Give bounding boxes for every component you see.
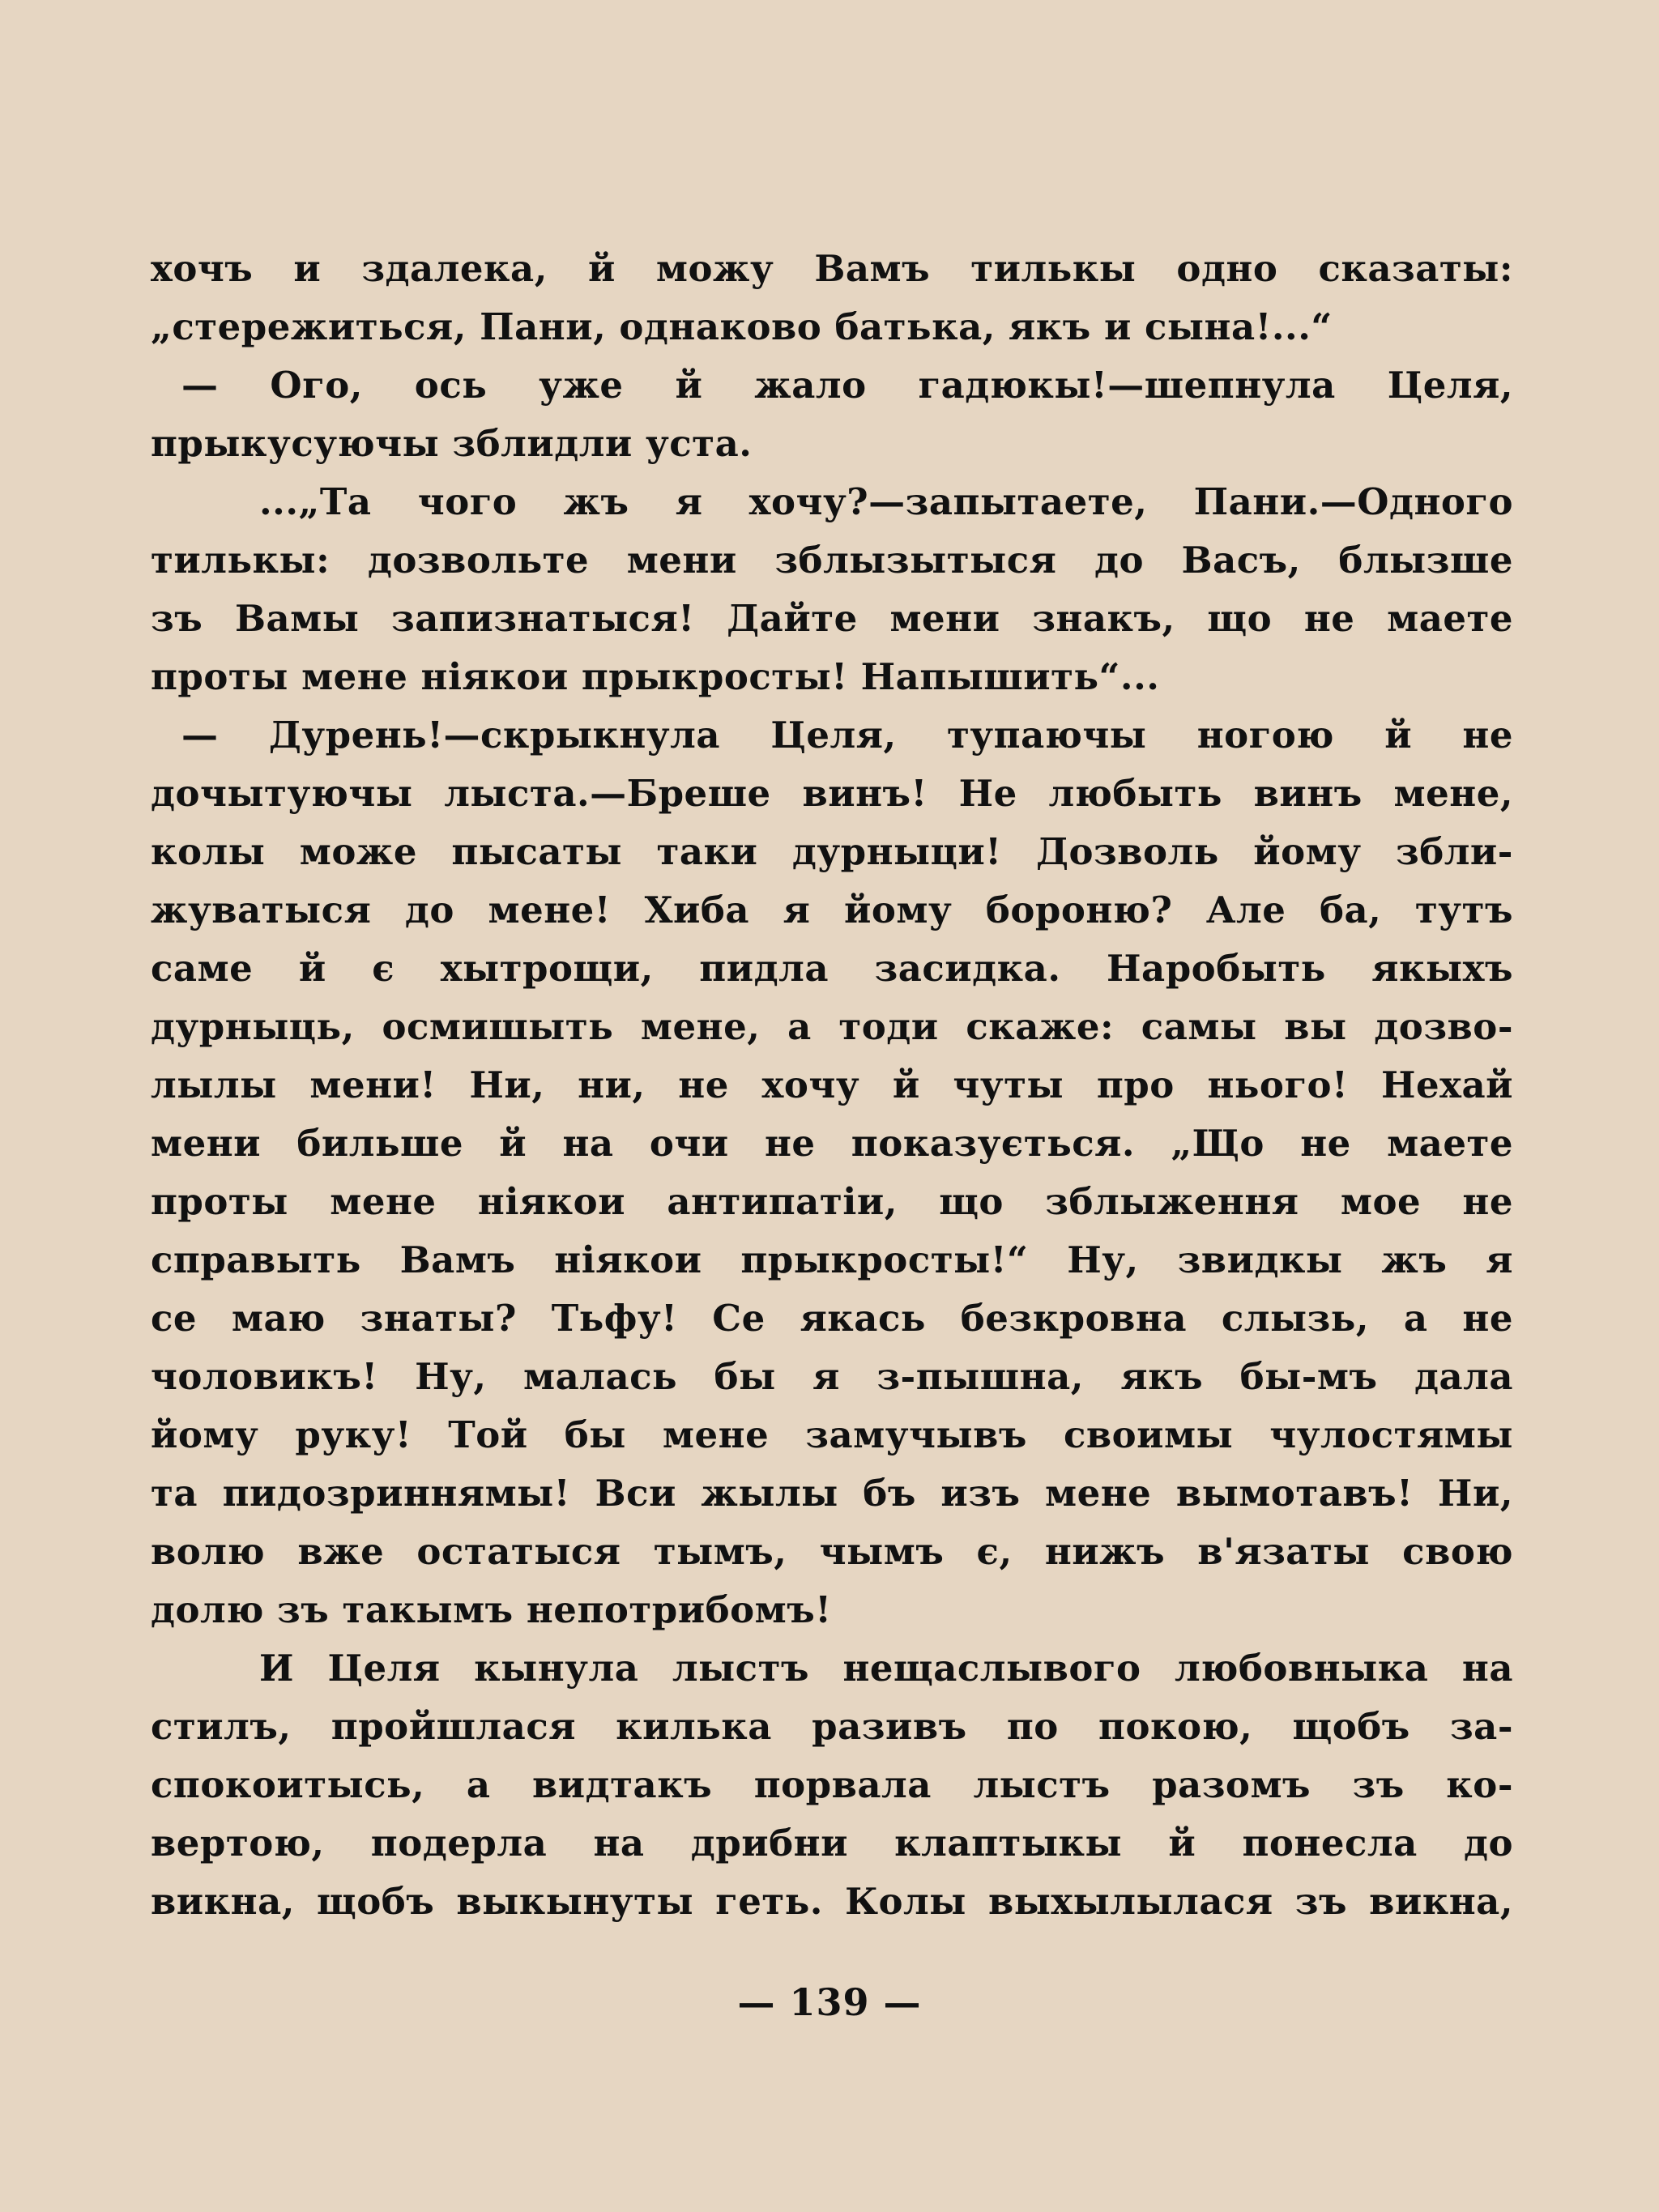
text-line: хочъ и здалека, й можу Вамъ тилькы одно сказаты: [151,247,1513,290]
text-line: зъ Вамы запизнатыся! Дайте мени знакъ, що не маете [151,597,1513,640]
text-line: „стережиться, Пани, однаково батька, якъ и сына!...“ [151,305,1333,348]
text-line: спокоитысь, а видтакъ порвала лыстъ разомъ зъ ко- [151,1763,1513,1806]
text-line: мени бильше й на очи не показується. „Що не маете [151,1122,1513,1165]
text-line: йому руку! Той бы мене замучывъ своимы чулостямы [151,1413,1513,1456]
text-line: се маю знаты? Тьфу! Се якась безкровна слызь, а не [151,1297,1513,1340]
text-line: проты мене ніякои прыкросты! Напышить“... [151,655,1160,698]
text-line: долю зъ такымъ непотрибомъ! [151,1588,832,1631]
body-text [151,240,1513,1931]
text-line: И Целя кынула лыстъ нещаслывого любовныка на [259,1647,1513,1690]
page-number: — 139 — [737,1980,922,2024]
text-line: справыть Вамъ ніякои прыкросты!“ Ну, звидкы жъ я [151,1238,1513,1281]
text-line: — Ого, ось уже й жало гадюкы!—шепнула Целя, [181,364,1513,407]
text-line: колы може пысаты таки дурныци! Дозволь йому збли- [151,830,1513,873]
text-line: стилъ, пройшлася килька разивъ по покою, щобъ за- [151,1705,1513,1748]
text-line: дочытуючы лыста.—Бреше винъ! Не любыть винъ мене, [151,772,1513,815]
text-line: проты мене ніякои антипатіи, що зблыження мое не [151,1180,1513,1223]
text-line: лылы мени! Ни, ни, не хочу й чуты про нього! Нехай [151,1063,1513,1106]
text-line: саме й є хытрощи, пидла засидка. Наробыть якыхъ [151,947,1513,990]
text-line: тилькы: дозвольте мени зблызытыся до Васъ, блызше [151,539,1513,582]
text-line: жуватыся до мене! Хиба я йому бороню? Але ба, тутъ [151,889,1513,931]
text-line: — Дурень!—скрыкнула Целя, тупаючы ногою й не [181,714,1513,757]
text-line: викна, щобъ выкынуты геть. Колы выхылылася зъ викна, [151,1880,1513,1923]
text-line: волю вже остатыся тымъ, чымъ є, нижъ в'язаты свою [151,1530,1513,1573]
text-line: вертою, подерла на дрибни клаптыкы й понесла до [151,1822,1513,1865]
text-line: дурныць, осмишыть мене, а тоди скаже: самы вы дозво- [151,1005,1513,1048]
text-line: та пидозриннямы! Вси жылы бъ изъ мене вымотавъ! Ни, [151,1472,1513,1515]
text-line: чоловикъ! Ну, малась бы я з-пышна, якъ бы-мъ дала [151,1355,1513,1398]
text-line: прыкусуючы зблидли уста. [151,422,753,465]
text-line: ...„Та чого жъ я хочу?—запытаете, Пани.—Одного [259,480,1513,523]
